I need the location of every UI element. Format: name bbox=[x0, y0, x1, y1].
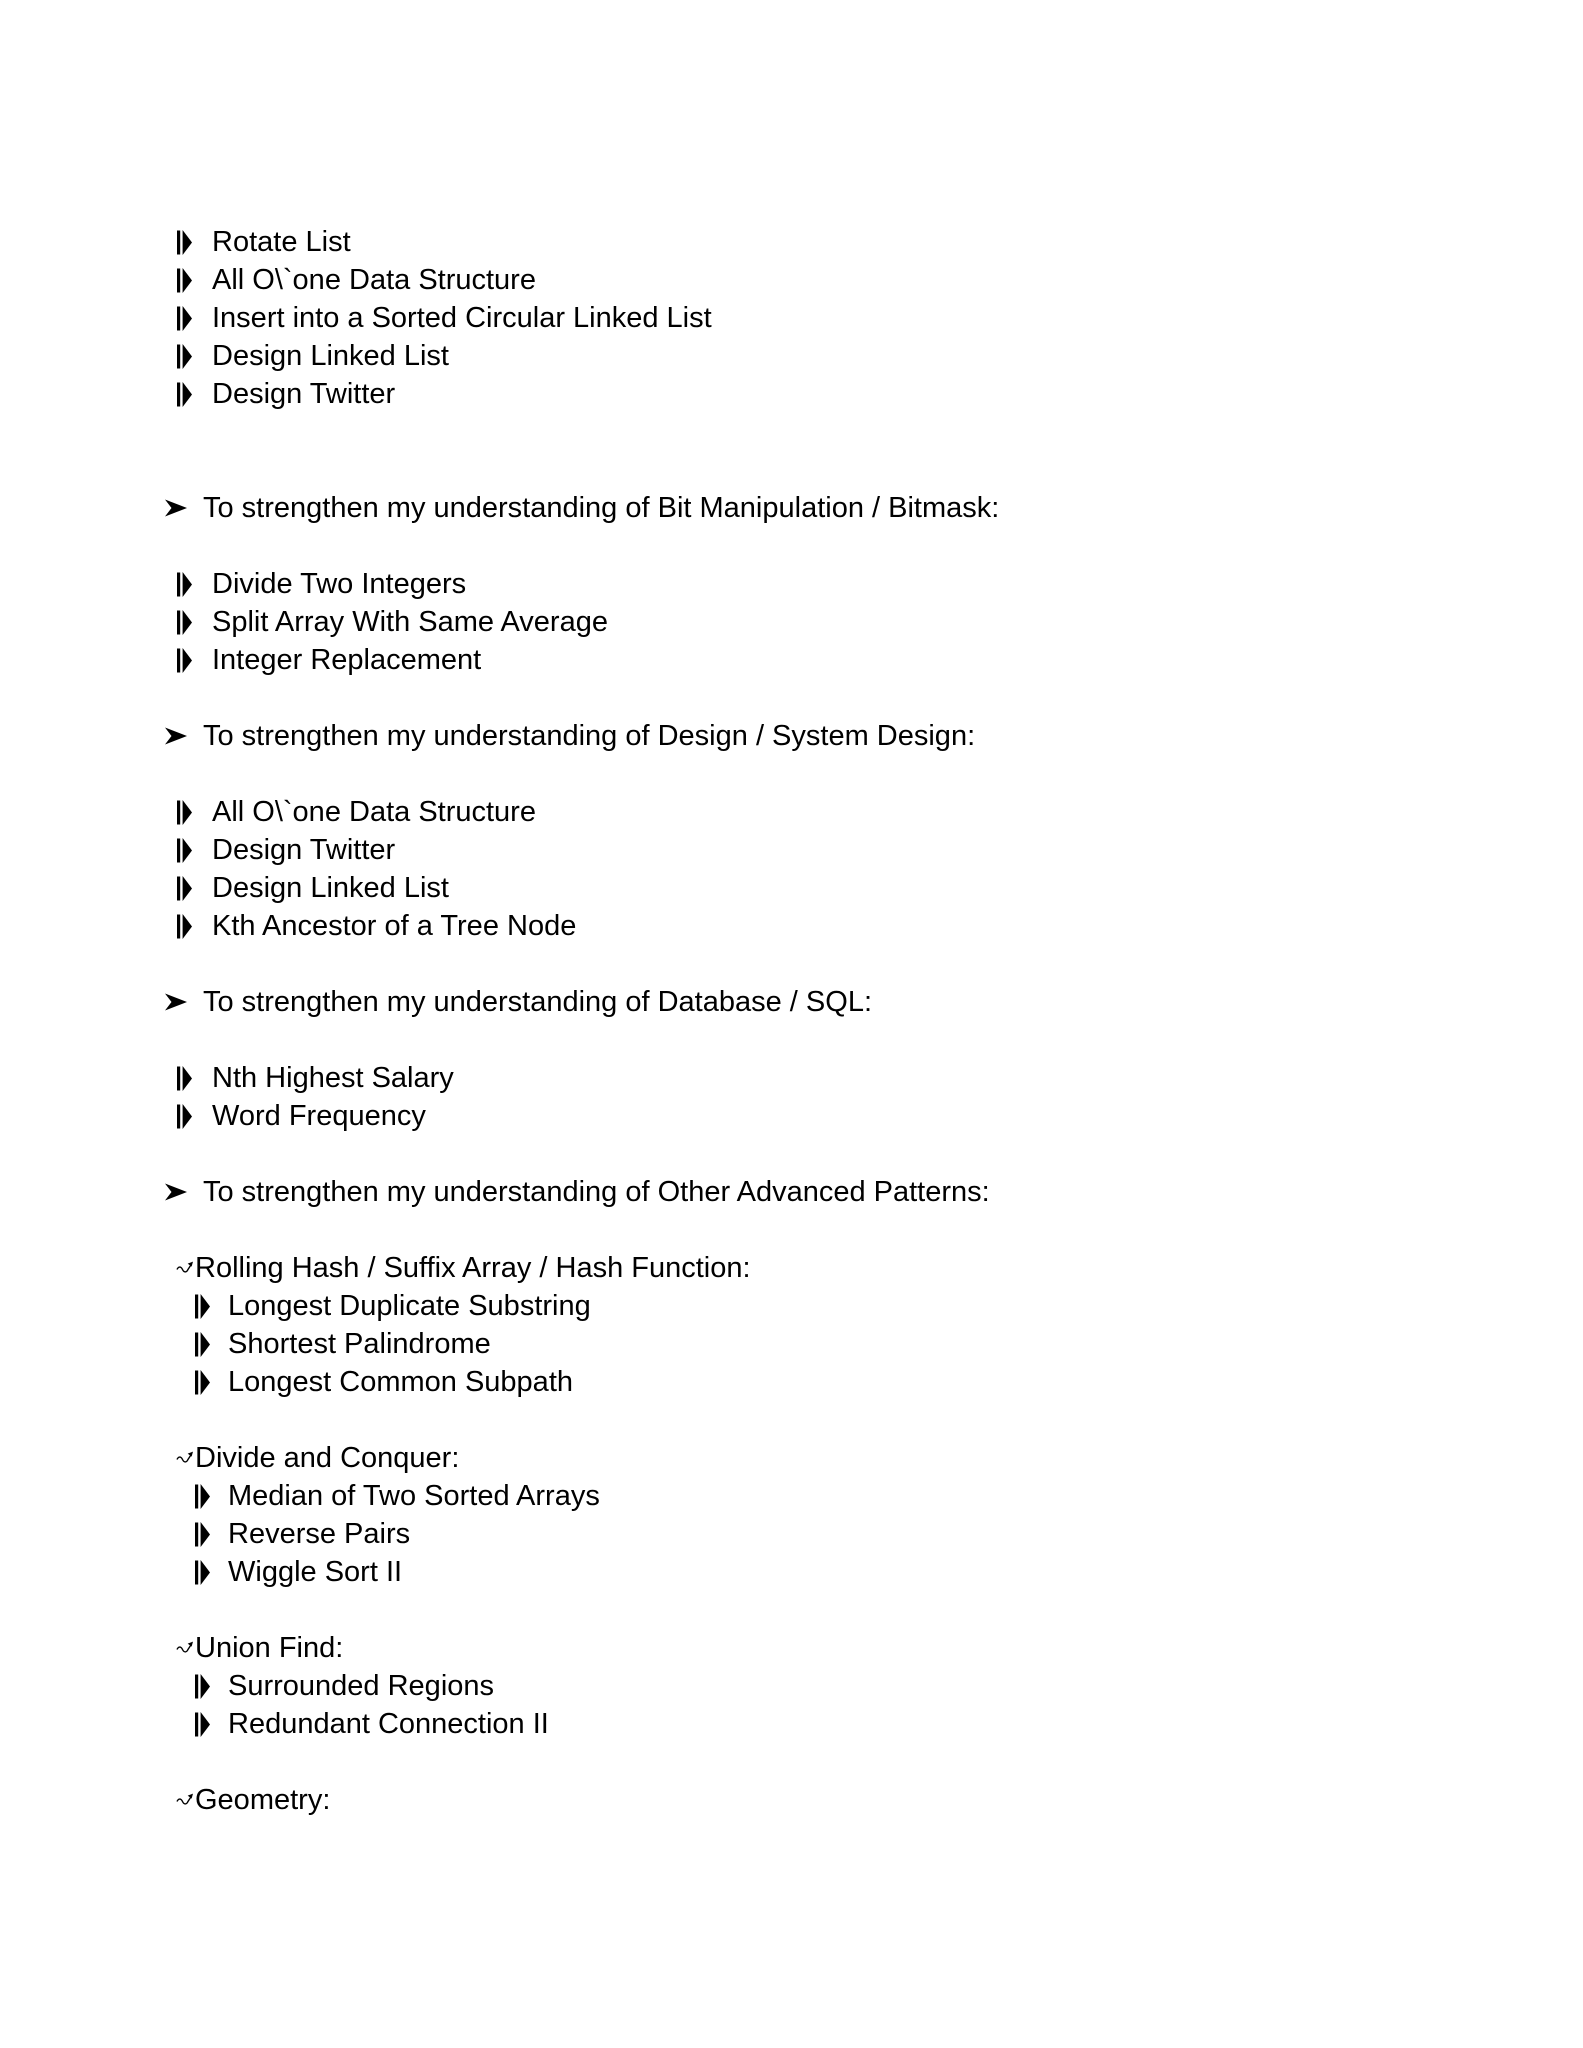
list-item-label: Median of Two Sorted Arrays bbox=[228, 1480, 600, 1512]
list-item-label: Shortest Palindrome bbox=[228, 1328, 491, 1360]
wave-arrow-icon bbox=[176, 1256, 194, 1276]
subsection-header-label: Rolling Hash / Suffix Array / Hash Function: bbox=[195, 1252, 751, 1284]
list-item bbox=[0, 1363, 1583, 1401]
wave-arrow-icon bbox=[176, 1636, 194, 1656]
section-header-label: To strengthen my understanding of Other Advanced Patterns: bbox=[203, 1176, 990, 1208]
bar-arrow-bullet-icon bbox=[177, 648, 192, 673]
list-item bbox=[0, 1287, 1583, 1325]
wave-arrow-icon bbox=[176, 1788, 194, 1808]
bar-arrow-bullet-icon bbox=[177, 800, 192, 825]
subsection-header-label: Geometry: bbox=[195, 1784, 331, 1816]
list-item bbox=[0, 869, 1583, 907]
list-item-label: Word Frequency bbox=[212, 1100, 426, 1132]
bullet-list bbox=[0, 793, 1583, 945]
list-item-label: Design Twitter bbox=[212, 378, 396, 410]
section-header bbox=[0, 489, 1583, 527]
bar-arrow-bullet-icon bbox=[195, 1674, 210, 1699]
section-header-label: To strengthen my understanding of Database / SQL: bbox=[203, 986, 873, 1018]
list-item bbox=[0, 337, 1583, 375]
list-item bbox=[0, 1705, 1583, 1743]
list-item-label: Insert into a Sorted Circular Linked List bbox=[212, 302, 712, 334]
bar-arrow-bullet-icon bbox=[177, 344, 192, 369]
bar-arrow-bullet-icon bbox=[177, 382, 192, 407]
subsection-header bbox=[0, 1629, 1583, 1667]
list-item-label: Integer Replacement bbox=[212, 644, 482, 676]
bullet-list bbox=[0, 1059, 1583, 1135]
list-item bbox=[0, 907, 1583, 945]
list-item bbox=[0, 1667, 1583, 1705]
list-item bbox=[0, 1477, 1583, 1515]
sub-bullet-list bbox=[0, 1477, 1583, 1591]
list-item-label: Design Twitter bbox=[212, 834, 396, 866]
bar-arrow-bullet-icon bbox=[195, 1712, 210, 1737]
list-item-label: Design Linked List bbox=[212, 872, 449, 904]
bar-arrow-bullet-icon bbox=[177, 1066, 192, 1091]
list-item bbox=[0, 375, 1583, 413]
bar-arrow-bullet-icon bbox=[195, 1484, 210, 1509]
black-arrowhead-icon bbox=[165, 1183, 187, 1201]
subsection-header-label: Divide and Conquer: bbox=[195, 1442, 460, 1474]
bar-arrow-bullet-icon bbox=[177, 838, 192, 863]
subsection-header bbox=[0, 1249, 1583, 1287]
bar-arrow-bullet-icon bbox=[177, 876, 192, 901]
sub-bullet-list bbox=[0, 1287, 1583, 1401]
list-item-label: Longest Duplicate Substring bbox=[228, 1290, 591, 1322]
wave-arrow-icon bbox=[176, 1446, 194, 1466]
bar-arrow-bullet-icon bbox=[177, 268, 192, 293]
bar-arrow-bullet-icon bbox=[195, 1560, 210, 1585]
list-item-label: Reverse Pairs bbox=[228, 1518, 411, 1550]
list-item bbox=[0, 831, 1583, 869]
list-item-label: Longest Common Subpath bbox=[228, 1366, 573, 1398]
list-item bbox=[0, 261, 1583, 299]
bar-arrow-bullet-icon bbox=[177, 914, 192, 939]
list-item bbox=[0, 1325, 1583, 1363]
list-item bbox=[0, 299, 1583, 337]
list-item-label: Rotate List bbox=[212, 226, 351, 258]
list-item-label: Surrounded Regions bbox=[228, 1670, 495, 1702]
section-header bbox=[0, 983, 1583, 1021]
subsection-header-label: Union Find: bbox=[195, 1632, 344, 1664]
black-arrowhead-icon bbox=[165, 727, 187, 745]
list-item-label: Kth Ancestor of a Tree Node bbox=[212, 910, 577, 942]
list-item bbox=[0, 1553, 1583, 1591]
list-item bbox=[0, 603, 1583, 641]
sub-bullet-list bbox=[0, 1667, 1583, 1743]
list-item-label: Redundant Connection II bbox=[228, 1708, 549, 1740]
list-item-label: All O\`one Data Structure bbox=[212, 796, 536, 828]
list-item-label: Design Linked List bbox=[212, 340, 449, 372]
list-item bbox=[0, 793, 1583, 831]
bullet-list bbox=[0, 565, 1583, 679]
bar-arrow-bullet-icon bbox=[177, 230, 192, 255]
bullet-list bbox=[0, 223, 1583, 413]
black-arrowhead-icon bbox=[165, 993, 187, 1011]
section-header bbox=[0, 1173, 1583, 1211]
section-header-label: To strengthen my understanding of Design / System Design: bbox=[203, 720, 976, 752]
subsection-header bbox=[0, 1439, 1583, 1477]
list-item-label: Divide Two Integers bbox=[212, 568, 467, 600]
bar-arrow-bullet-icon bbox=[177, 572, 192, 597]
list-item bbox=[0, 1097, 1583, 1135]
list-item-label: Nth Highest Salary bbox=[212, 1062, 454, 1094]
bar-arrow-bullet-icon bbox=[195, 1522, 210, 1547]
list-item bbox=[0, 565, 1583, 603]
list-item bbox=[0, 223, 1583, 261]
section-header bbox=[0, 717, 1583, 755]
list-item-label: Wiggle Sort II bbox=[228, 1556, 403, 1588]
list-item bbox=[0, 1059, 1583, 1097]
bar-arrow-bullet-icon bbox=[195, 1332, 210, 1357]
bar-arrow-bullet-icon bbox=[177, 610, 192, 635]
bar-arrow-bullet-icon bbox=[177, 306, 192, 331]
bar-arrow-bullet-icon bbox=[195, 1294, 210, 1319]
bar-arrow-bullet-icon bbox=[195, 1370, 210, 1395]
section-header-label: To strengthen my understanding of Bit Manipulation / Bitmask: bbox=[203, 492, 1000, 524]
bar-arrow-bullet-icon bbox=[177, 1104, 192, 1129]
list-item-label: All O\`one Data Structure bbox=[212, 264, 536, 296]
subsection-header bbox=[0, 1781, 1583, 1819]
list-item-label: Split Array With Same Average bbox=[212, 606, 608, 638]
black-arrowhead-icon bbox=[165, 499, 187, 517]
list-item bbox=[0, 1515, 1583, 1553]
list-item bbox=[0, 641, 1583, 679]
